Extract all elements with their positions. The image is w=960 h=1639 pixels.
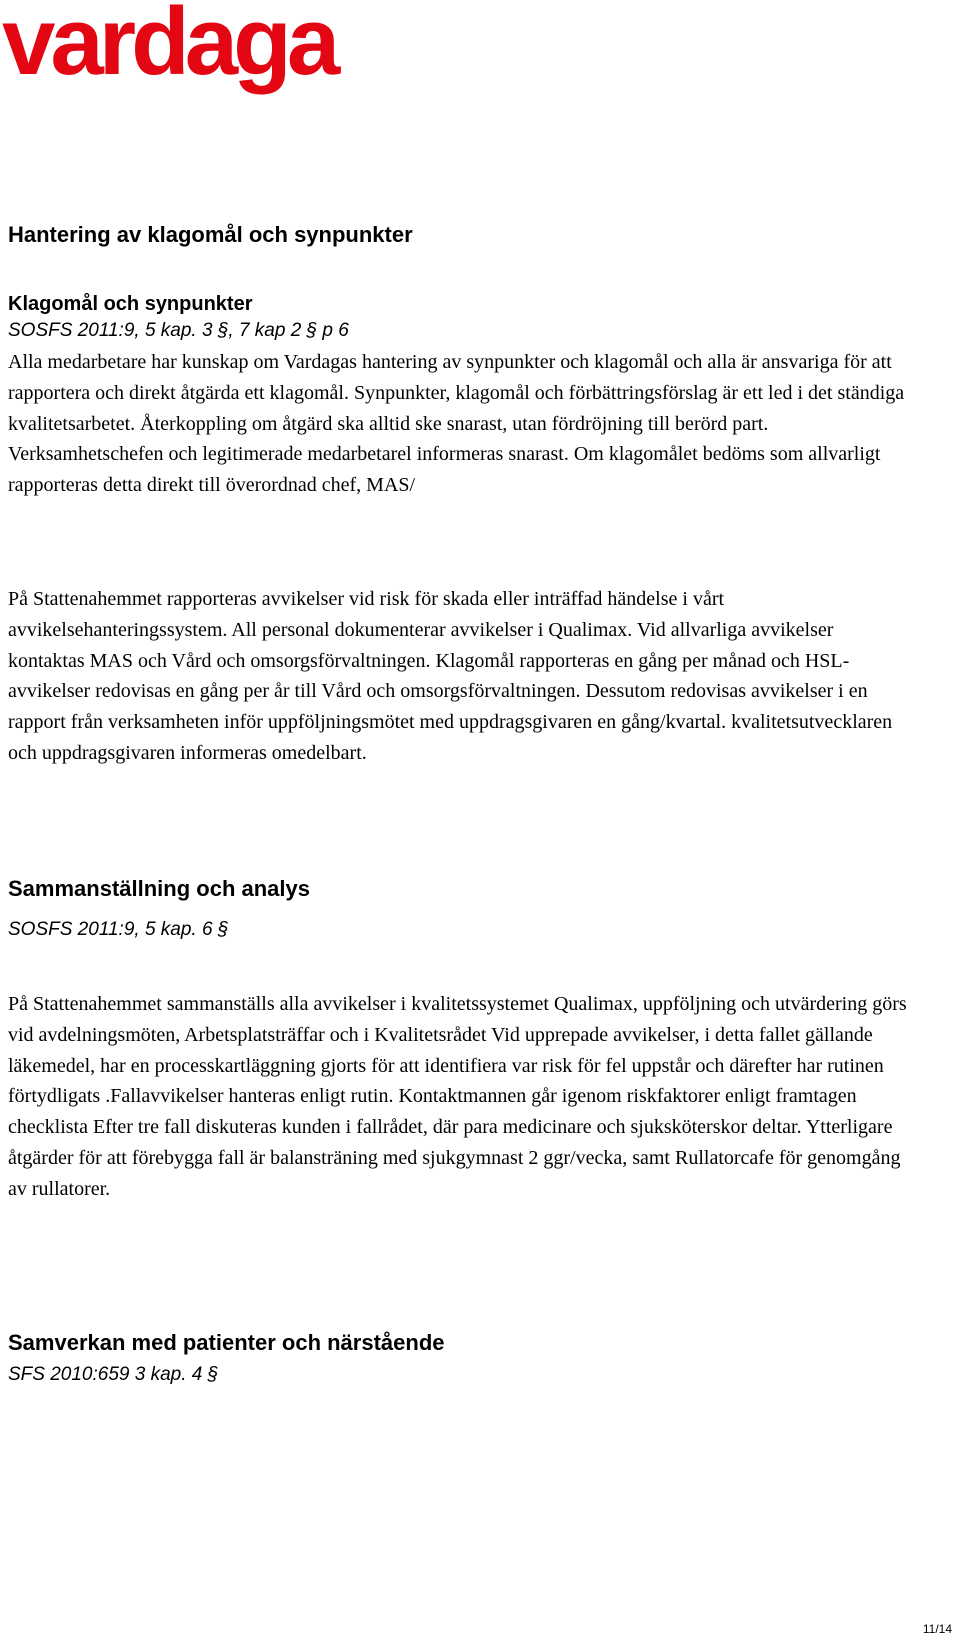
paragraph-sammanstallning: På Stattenahemmet sammanställs alla avvikelser i kvalitetssystemet Qualimax, uppföljning och utvärdering görs vid avdelningsmöten, Arbetsplatsträffar och i Kvalitetsrådet Vid upprepade avvikelser, i detta fallet gällande läkemedel, har en processkartläggning gjorts för att identifiera var risk för fel uppstår och därefter har rutinen förtydligats .Fallavvikelser hanteras enligt rutin. Kontaktmannen går igenom riskfaktorer enligt framtagen checklista Efter tre fall diskuteras kunden i fallrådet, där para medicinare och sjuksköterskor deltar. Ytterligare åtgärder för att förebygga fall är balansträning med sjukgymnast 2 ggr/vecka, samt Rullatorcafe för genomgång av rullatorer. <box>8 993 907 1200</box>
section-reference-samverkan: SFS 2010:659 3 kap. 4 § <box>8 1364 219 1385</box>
page-number: 11/14 <box>922 1622 952 1636</box>
section-heading-klagomal: Klagomål och synpunkter <box>8 293 253 315</box>
section-heading-sammanstallning: Sammanställning och analys <box>8 876 310 901</box>
section-reference-sammanstallning: SOSFS 2011:9, 5 kap. 6 § <box>8 919 229 940</box>
section-heading-samverkan: Samverkan med patienter och närstående <box>8 1330 445 1355</box>
vardaga-logo: vardaga <box>2 0 336 95</box>
paragraph-avvikelser: På Stattenahemmet rapporteras avvikelser vid risk för skada eller inträffad händelse i vårt avvikelsehanteringssystem. All personal dokumenterar avvikelser i Qualimax. Vid allvarliga avvikelser kontaktas MAS och Vård och omsorgsförvaltningen. Klagomål rapporteras en gång per månad och HSL-avvikelser redovisas en gång per år till Vård och omsorgsförvaltningen. Dessutom redovisas avvikelser i en rapport från verksamheten inför uppföljningsmötet med uppdragsgivaren en gång/kvartal. kvalitetsutvecklaren och uppdragsgivaren informeras omedelbart. <box>8 588 893 764</box>
page-title: Hantering av klagomål och synpunkter <box>8 222 413 247</box>
section-reference-klagomal: SOSFS 2011:9, 5 kap. 3 §, 7 kap 2 § p 6 <box>8 320 349 341</box>
paragraph-klagomal-rutin: Alla medarbetare har kunskap om Vardagas hantering av synpunkter och klagomål och alla är ansvariga för att rapportera och direkt åtgärda ett klagomål. Synpunkter, klagomål och förbättringsförslag är ett led i det ständiga kvalitetsarbetet. Återkoppling om åtgärd ska alltid ske snarast, utan fördröjning till berörd part. Verksamhetschefen och legitimerade medarbetarel informeras snarast. Om klagomålet bedöms som allvarligt rapporteras detta direkt till överordnad chef, MAS/ <box>8 351 905 497</box>
